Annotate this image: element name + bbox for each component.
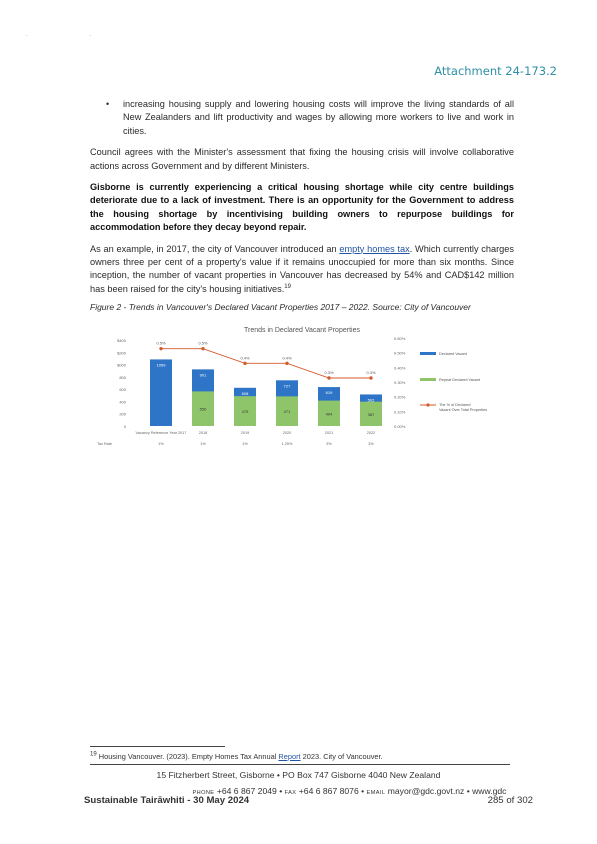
repeat-data-label: 471 xyxy=(283,409,291,415)
x-tick-label: 2022 xyxy=(366,431,376,435)
y-right-tick-label: 0.50% xyxy=(394,350,406,356)
pct-data-label: 0.4% xyxy=(282,355,292,361)
legend-label-pct-line2: Vacant Over Total Properties xyxy=(439,408,488,412)
fax-label: FAX xyxy=(284,790,297,796)
scan-marks: . . xyxy=(26,32,122,38)
y-tick-label: 200 xyxy=(119,411,126,417)
fax-number: +64 6 867 8076 xyxy=(298,786,359,796)
phone-number: +64 6 867 2049 xyxy=(216,786,277,796)
repeat-data-label: 475 xyxy=(241,409,249,415)
y-right-tick-label: 0.00% xyxy=(394,424,406,429)
pct-vacant-point xyxy=(243,362,246,365)
repeat-data-label: 550 xyxy=(199,406,207,412)
bar-data-label: 619 xyxy=(325,390,333,396)
empty-homes-tax-link[interactable]: empty homes tax xyxy=(339,243,410,254)
legend-label-repeat-vacant: Repeat Declared Vacant xyxy=(439,378,481,382)
x-tick-label: 2021 xyxy=(324,431,334,435)
paragraph-vancouver xyxy=(90,243,514,297)
bar-declared-vacant xyxy=(150,359,172,426)
y-tick-label: 800 xyxy=(119,374,126,380)
chart-title: Trends in Declared Vacant Properties xyxy=(244,327,360,334)
bar-data-label: 1059 xyxy=(156,362,166,368)
bullet-dot-icon: • xyxy=(106,99,110,109)
legend-swatch-pct-marker xyxy=(426,403,429,406)
page-number: 285 of 302 xyxy=(487,795,533,806)
footnote-divider xyxy=(90,746,225,747)
x-tick-label: 2020 xyxy=(282,431,292,435)
pct-vacant-point xyxy=(201,347,204,350)
y-tick-label: 600 xyxy=(119,387,126,393)
pct-data-label: 0.4% xyxy=(240,355,250,361)
pct-vacant-point xyxy=(327,376,330,379)
y-tick-label: $400 xyxy=(117,338,126,343)
website[interactable]: www.gdc xyxy=(472,786,507,796)
pct-data-label: 0.5% xyxy=(156,340,166,346)
repeat-data-label: 387 xyxy=(367,411,375,417)
separator-icon: • xyxy=(466,786,473,796)
y-right-tick-label: 0.10% xyxy=(394,409,406,415)
email-label: EMAIL xyxy=(366,790,386,796)
x-tick-label: 2018 xyxy=(198,431,208,435)
footnote xyxy=(90,752,383,761)
footnote-text-b: 2023. City of Vancouver. xyxy=(300,752,383,761)
tax-rate-label: 1% xyxy=(200,442,206,446)
pct-data-label: 0.5% xyxy=(198,340,208,346)
footnote-ref-marker: 19 xyxy=(284,283,291,290)
legend-swatch-repeat-vacant xyxy=(420,378,436,381)
footer-tagline: Sustainable Tairāwhiti - 30 May 2024 xyxy=(84,795,250,806)
pct-data-label: 0.3% xyxy=(324,370,334,375)
vacant-properties-chart xyxy=(92,320,512,455)
tax-rate-label: 3% xyxy=(326,442,332,446)
tax-rate-label: 1.25% xyxy=(281,442,293,446)
tax-rate-row-label: Tax Rate xyxy=(97,442,112,446)
repeat-data-label: 404 xyxy=(325,411,333,417)
footnote-number: 19 xyxy=(90,751,97,758)
bullet-item xyxy=(106,98,514,138)
tax-rate-label: 1% xyxy=(242,442,248,446)
attachment-label: Attachment 24-173.2 xyxy=(434,64,557,78)
y-tick-label: $000 xyxy=(117,362,126,368)
separator-icon: • xyxy=(361,786,367,796)
y-right-tick-label: 0.60% xyxy=(394,336,406,341)
legend-label-pct-line1: The % of Declared xyxy=(439,403,471,407)
bar-data-label: 727 xyxy=(283,383,291,389)
separator-icon: • xyxy=(279,786,285,796)
x-tick-label: Vacancy Reference Year 2017 xyxy=(135,431,187,435)
y-right-tick-label: 0.40% xyxy=(394,365,406,371)
email-address[interactable]: mayor@gdc.govt.nz xyxy=(387,786,465,796)
paragraph-vancouver-text-b: . Which currently charges owners three per cent of a property's value if it remains unoccupied for more than six months. Since inception, the number of vacant properties in Vancouver has decreased by 54% and CAD$142 million has been raised for the city's housing initiatives. xyxy=(90,243,514,294)
legend-swatch-declared-vacant xyxy=(420,352,436,355)
y-tick-label: 400 xyxy=(119,399,126,405)
tax-rate-label: 3% xyxy=(368,442,374,446)
bar-data-label: 901 xyxy=(199,372,207,378)
bar-data-label: 608 xyxy=(241,390,249,396)
bar-data-label: 502 xyxy=(367,397,375,403)
chart-svg xyxy=(92,320,512,455)
bullet-text: increasing housing supply and lowering housing costs will improve the living standards of all New Zealanders and lift productivity and wages by allowing more workers to live and work in cities. xyxy=(123,99,514,136)
pct-vacant-point xyxy=(369,376,372,379)
paragraph-gisborne-bold: Gisborne is currently experiencing a critical housing shortage while city centre buildings deteriorate due to a lack of investment. There is an opportunity for the Government to address the housing shortage by incentivising building owners to repurpose buildings for accommodation before they decay beyond repair. xyxy=(90,182,514,233)
legend-label-declared-vacant: Declared Vacant xyxy=(439,352,467,356)
footnote-text-a: Housing Vancouver. (2023). Empty Homes Tax Annual xyxy=(96,752,279,761)
y-tick-label: $200 xyxy=(117,350,126,356)
footnote-report-link[interactable]: Report xyxy=(278,752,301,761)
y-tick-label: 0 xyxy=(123,424,126,429)
paragraph-vancouver-text-a: As an example, in 2017, the city of Vancouver introduced an xyxy=(90,243,340,254)
y-right-tick-label: 0.20% xyxy=(394,394,406,400)
footer-divider xyxy=(90,764,510,765)
y-right-tick-label: 0.30% xyxy=(394,380,406,385)
phone-label: PHONE xyxy=(192,790,215,796)
body-content xyxy=(90,98,514,296)
figure-caption: Figure 2 - Trends in Vancouver's Declared Vacant Properties 2017 – 2022. Source: City of Vancouver xyxy=(90,302,471,312)
paragraph-council: Council agrees with the Minister's assessment that fixing the housing crisis will involve collaborative actions across Government and by different Ministers. xyxy=(90,147,514,171)
pct-data-label: 0.3% xyxy=(366,370,376,375)
pct-vacant-point xyxy=(159,347,162,350)
pct-vacant-point xyxy=(285,362,288,365)
x-tick-label: 2019 xyxy=(240,431,250,435)
footer-address: 15 Fitzherbert Street, Gisborne • PO Box 747 Gisborne 4040 New Zealand xyxy=(156,770,441,780)
tax-rate-label: 1% xyxy=(158,442,164,446)
